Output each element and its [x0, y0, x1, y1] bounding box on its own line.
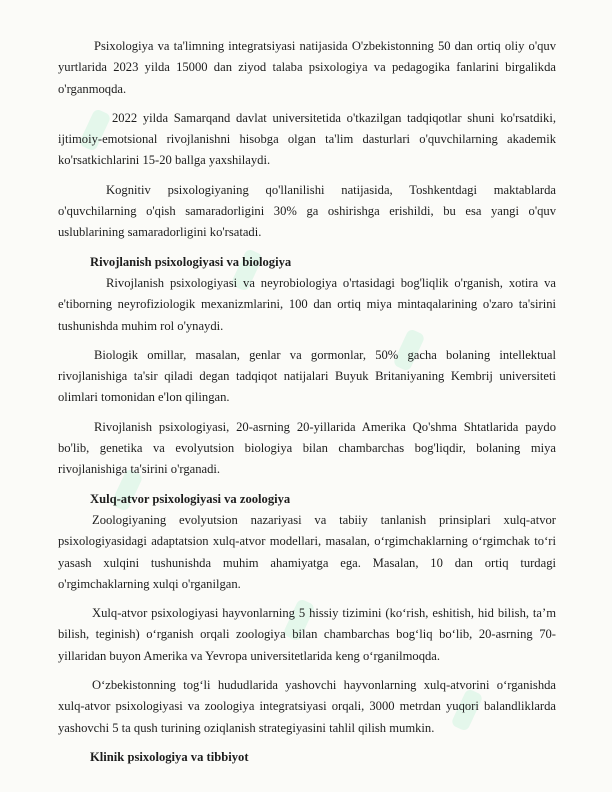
paragraph: O‘zbekistonning tog‘li hududlarida yashovchi hayvonlarning xulq-atvorini o‘rganishda xulq-atvor psixologiyasi va zoologiya integratsiyasi orqali, 3000 metrdan yuqori balandliklarda yashovchi 5 ta qush turining oziqlanish strategiyasini tahlil qilish mumkin. — [58, 678, 556, 735]
paragraph: Xulq-atvor psixologiyasi hayvonlarning 5 hissiy tizimini (ko‘rish, eshitish, hid bilish, ta’m bilish, teginish) o‘rganish orqali zoologiya bilan chambarchas bog‘liq bo‘lib, 20-asrning 70-yillaridan buyon Amerika va Yevropa universitetlarida keng o‘rganilmoqda. — [58, 606, 556, 663]
paragraph: Zoologiyaning evolyutsion nazariyasi va tabiiy tanlanish prinsiplari xulq-atvor psixologiyasidagi adaptatsion xulq-atvor modellari, masalan, o‘rgimchaklarning o‘rgimchak to‘ri yasash xulqini tushunishda muhim ahamiyatga ega. Masalan, 10 dan ortiq turdagi o'rgimchaklarning xulqi o'rganilgan. — [58, 512, 556, 591]
paragraph: Rivojlanish psixologiyasi va neyrobiologiya o'rtasidagi bog'liqlik o'rganish, xotira va e'tiborning neyrofiziologik mexanizmlarini, 100 dan ortiq miya mintaqalarining o'zaro ta'sirini tushunishda muhim rol o'ynaydi. — [58, 275, 556, 333]
paragraph: 2022 yilda Samarqand davlat universitetida o'tkazilgan tadqiqotlar shuni ko'rsatdiki, ijtimoiy-emotsional rivojlanishni hisobga olgan ta'lim dasturlari o'quvchilarning akademik ko'rsatkichlarini 15-20 ballga yaxshilaydi. — [58, 110, 556, 168]
paragraph: Psixologiya va ta'limning integratsiyasi natijasida O'zbekistonning 50 dan ortiq oliy o'quv yurtlarida 2023 yilda 15000 dan ziyod talaba psixologiya va pedagogika fanlarini birgalikda o'rganmoqda. — [58, 39, 556, 96]
paragraph: Biologik omillar, masalan, genlar va gormonlar, 50% gacha bolaning intellektual rivojlanishiga ta'sir qiladi degan tadqiqot natijalari Buyuk Britaniyaning Kembrij universiteti olimlari tomonidan e'lon qilingan. — [58, 347, 556, 405]
document-page — [58, 36, 556, 768]
paragraph: Rivojlanish psixologiyasi, 20-asrning 20-yillarida Amerika Qo'shma Shtatlarida paydo bo'lib, genetika va evolyutsion biologiya bilan chambarchas bog'liqdir, bolaning miya rivojlanishiga ta'sirini o'rganadi. — [58, 419, 556, 477]
section-heading: Klinik psixologiya va tibbiyot — [90, 749, 249, 764]
paragraph: Kognitiv psixologiyaning qo'llanilishi natijasida, Toshkentdagi maktablarda o'quvchilarning o'qish samaradorligini 30% ga oshirishga erishildi, bu esa yangi o'quv uslublarining samaradorligini ko'rsatadi. — [58, 182, 556, 240]
section-heading: Rivojlanish psixologiyasi va biologiya — [90, 254, 292, 269]
section-heading: Xulq-atvor psixologiyasi va zoologiya — [90, 491, 291, 506]
